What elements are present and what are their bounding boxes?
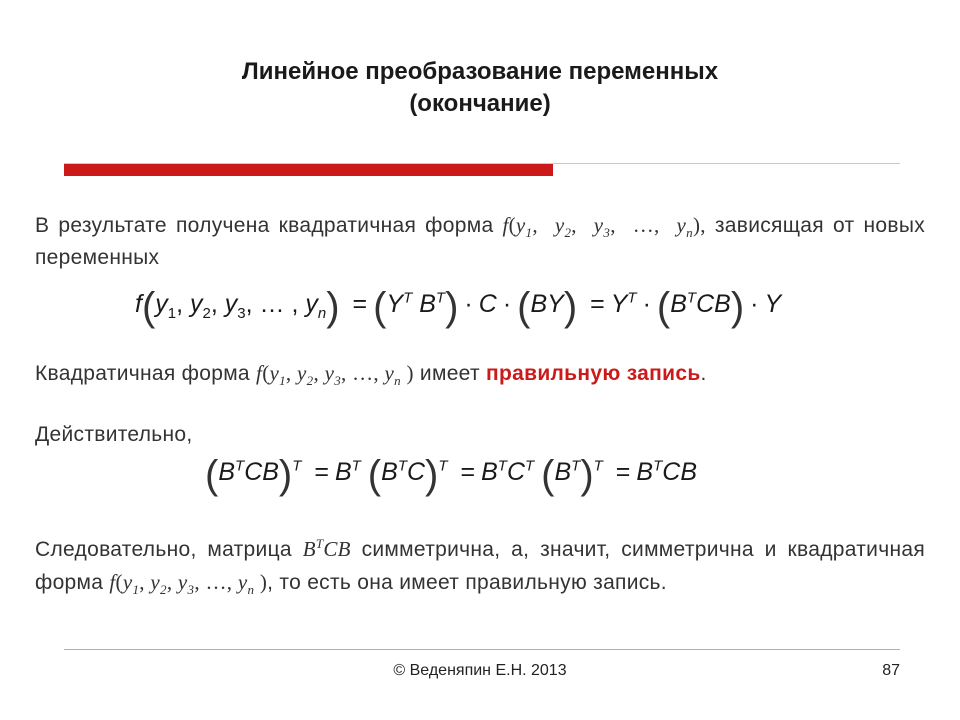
intro-text-a: В результате получена квадратичная форма <box>35 214 503 237</box>
conclusion-text-b: симметрична, а, значит, симметрична и квадратичная форма <box>35 538 925 594</box>
paragraph-conclusion <box>35 533 925 599</box>
correct-form-highlight: правильную запись <box>486 362 701 385</box>
conclusion-text-a: Следовательно, матрица <box>35 538 303 561</box>
conclusion-text-c: , то есть она имеет правильную запись. <box>267 571 667 594</box>
slide-title-line2: (окончание) <box>409 90 551 117</box>
slide-title-line1: Линейное преобразование переменных <box>241 58 719 85</box>
formula-symmetry-proof: $(B^TCB)^T = B^T$ $(B^TC)^T = B^TC^T$ $(B^T)^T = B^TCB$ <box>205 453 697 497</box>
title-divider-red-bar <box>64 164 553 176</box>
correct-form-end: . <box>700 362 707 385</box>
paragraph-correct-form <box>35 357 925 390</box>
formula1-lhs: $f(y_1$, $y_2$, $y_3$, … , $y_n$) <box>135 285 340 329</box>
intro-text-b: зависящая от новых переменных <box>35 214 926 269</box>
correct-form-text-a: Квадратичная форма <box>35 362 257 385</box>
paragraph-intro <box>35 209 925 274</box>
footer-copyright: © Веденяпин Е.Н. 2013 <box>393 662 567 679</box>
slide-title <box>80 56 880 120</box>
footer-divider <box>64 649 900 650</box>
conclusion-function: $f(y_1$, $y_2$, $y_3$, …, $y_n$ ) <box>109 570 268 598</box>
conclusion-matrix: $B^TCB$ <box>302 536 351 561</box>
correct-form-function: $f(y_1$, $y_2$, $y_3$, …, $y_n$ ) <box>256 361 414 389</box>
formula-quadratic-form: $f(y_1$, $y_2$, $y_3$, … , $y_n) = (Y^T$ $B^T) \cdot C \cdot (BY) = Y^T \cdot (B^TCB) \cdot Y$ <box>135 285 782 329</box>
correct-form-text-b: имеет <box>413 362 487 385</box>
paragraph-indeed: Действительно, <box>35 423 193 446</box>
page-number: 87 <box>882 662 900 679</box>
intro-function: $f(y_1$, $y_2$, $y_3$, …, $y_n$), <box>502 213 706 241</box>
